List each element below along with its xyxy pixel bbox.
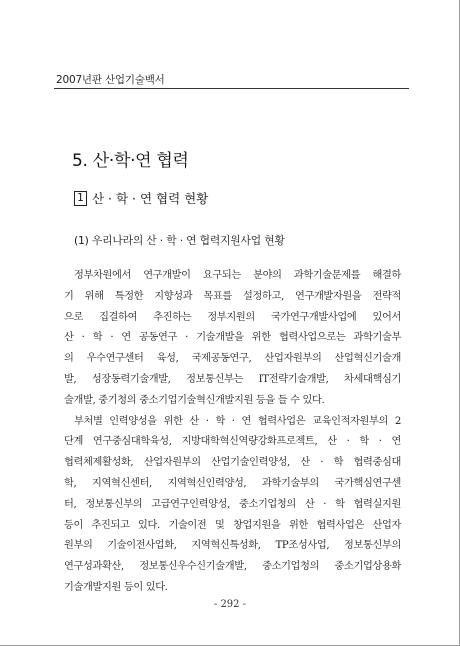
subsubsection-heading: (1) 우리나라의 산 · 학 · 연 협력지원사업 현황 bbox=[74, 234, 285, 247]
paragraph-2 bbox=[64, 412, 401, 599]
section-title: 5. 산·학·연 협력 bbox=[72, 151, 189, 171]
subsection-heading bbox=[74, 189, 208, 207]
paragraph-line: 원부의 기술이전사업화, 지역혁신특성화, TP조성사업, 정보통신부의 bbox=[64, 540, 401, 552]
paragraph-line: 정부차원에서 연구개발이 요구되는 분야의 과학기술문제를 해결하 bbox=[74, 270, 401, 281]
paragraph-line: 협력체제활성화, 산업자원부의 산업기술인력양성, 산 · 학 협력중심대 bbox=[64, 457, 401, 469]
paragraph-line: 기술개발지원 등이 있다. bbox=[64, 581, 168, 593]
paragraph-line: 부처별 인력양성을 위한 산 · 학 · 연 협력사업은 교육인적자원부의 2 bbox=[74, 415, 401, 427]
paragraph-line: 등이 추진되고 있다. 기술이전 및 창업지원을 위한 협력사업은 산업자 bbox=[64, 519, 401, 531]
paragraph-line: 연구성과확산, 정보통신우수신기술개발, 중소기업청의 중소기업상용화 bbox=[64, 561, 401, 573]
paragraph-line: 학, 지역혁신센터, 지역혁신인력양성, 과학기술부의 국가핵심연구센 bbox=[64, 477, 401, 489]
page-number: - 292 - bbox=[213, 599, 247, 610]
running-header: 2007년판 산업기술백서 bbox=[56, 74, 165, 86]
paragraph-1 bbox=[64, 266, 401, 412]
paragraph-line: 발, 성장동력기술개발, 정보통신부는 IT전략기술개발, 차세대핵심기 bbox=[64, 373, 401, 385]
paragraph-line: 기 위해 특정한 지향성과 목표를 설정하고, 연구개발자원을 전략적 bbox=[64, 290, 401, 302]
body-text bbox=[64, 266, 401, 599]
paragraph-line: 터, 정보통신부의 고급연구인력양성, 중소기업청의 산 · 학 협력실지원 bbox=[64, 498, 401, 510]
paragraph-line: 단계 연구중심대학육성, 지방대학혁신역량강화프로젝트, 산 · 학 · 연 bbox=[64, 436, 401, 448]
subsection-title: 산 · 학 · 연 협력 현황 bbox=[92, 191, 209, 206]
paragraph-line: 산 · 학 · 연 공동연구 · 기술개발을 위한 협력사업으로는 과학기술부 bbox=[64, 332, 401, 344]
header-rule bbox=[54, 88, 409, 89]
paragraph-line: 의 우수연구센터 육성, 국제공동연구, 산업자원부의 산업혁신기술개 bbox=[64, 353, 401, 365]
paragraph-line: 술개발, 중기청의 중소기업기술혁신개발지원 등을 들 수 있다. bbox=[64, 394, 325, 406]
subsection-number-box: 1 bbox=[74, 191, 87, 206]
paragraph-line: 으로 집결하여 추진하는 정부지원의 국가연구개발사업에 있어서 bbox=[64, 311, 401, 323]
